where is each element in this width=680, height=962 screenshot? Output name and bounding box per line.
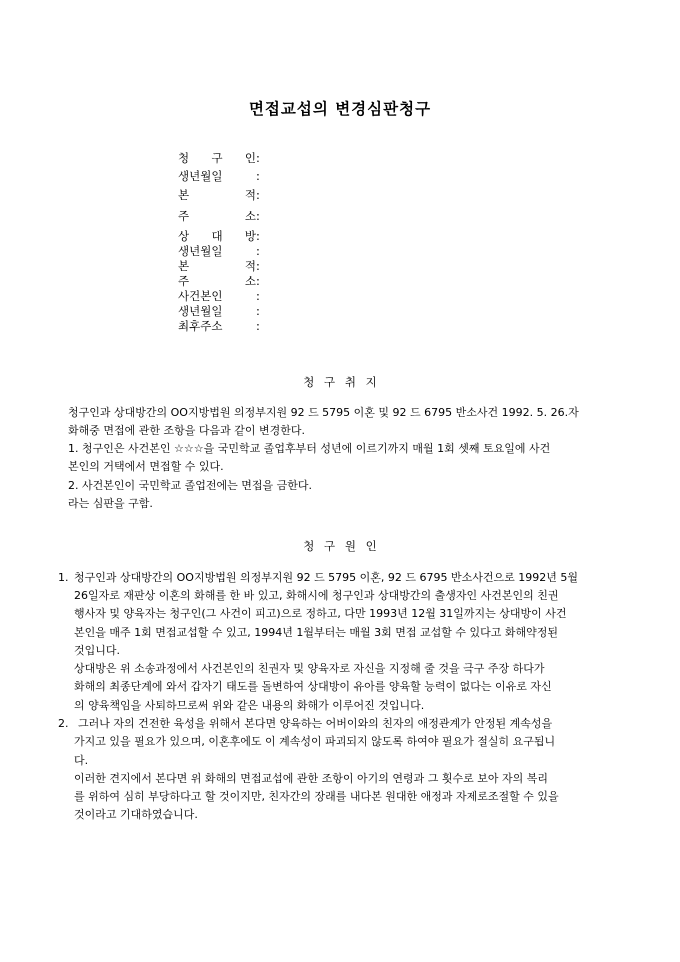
field-label: 본 적 — [178, 259, 256, 273]
field-claimant-address — [178, 208, 264, 223]
purpose-line: 본인의 거택에서 면접할 수 있다. — [68, 460, 224, 473]
field-respondent-domicile — [178, 258, 264, 273]
field-label: 생년월일 — [178, 169, 223, 183]
field-subject-birthdate — [178, 303, 264, 318]
field-label: 상 대 방 — [178, 229, 256, 243]
field-label: 주 소 — [178, 274, 256, 288]
field-label: 생년월일 — [178, 244, 223, 258]
field-label: 생년월일 — [178, 304, 223, 318]
cause-line: 것입니다. — [74, 644, 121, 657]
cause-line: 화해의 최종단계에 와서 갑자기 태도를 돌변하여 상대방이 유아를 양육할 능력이 없다는 이유로 자신 — [74, 680, 552, 693]
field-label: 본 적 — [178, 188, 256, 202]
cause-item-number: 1. — [58, 571, 69, 584]
cause-line: 이러한 견지에서 본다면 위 화해의 면접교섭에 관한 조항이 아기의 연령과 그 횟수로 보아 자의 복리 — [74, 772, 548, 785]
cause-line: 를 위하여 심히 부당하다고 할 것이지만, 친자간의 장래를 내다본 원대한 애정과 자제로조절할 수 있을 — [74, 790, 559, 803]
field-colon: : — [256, 289, 260, 303]
purpose-line: 화해중 면접에 관한 조항을 다음과 같이 변경한다. — [68, 424, 305, 437]
field-claimant — [178, 150, 264, 165]
cause-line: 상대방은 위 소송과정에서 사건본인의 친권자 및 양육자로 자신을 지정해 줄 것을 극구 주장 하다가 — [74, 662, 545, 675]
purpose-line: 청구인과 상대방간의 OO지방법원 의정부지원 92 드 5795 이혼 및 92 드 6795 반소사건 1992. 5. 26.자 — [68, 406, 579, 419]
cause-line: 본인을 매주 1회 면접교섭할 수 있고, 1994년 1월부터는 매월 3회 면접 교섭할 수 있다고 화해약정된 — [74, 626, 558, 639]
cause-line: 그러나 자의 건전한 육성을 위해서 본다면 양육하는 어버이와의 친자의 애정관계가 안정된 계속성을 — [78, 717, 553, 730]
field-colon: : — [256, 151, 260, 165]
field-colon: : — [256, 229, 260, 243]
field-colon: : — [256, 169, 260, 183]
field-respondent-address — [178, 273, 264, 288]
field-colon: : — [256, 188, 260, 202]
field-colon: : — [256, 259, 260, 273]
cause-line: 청구인과 상대방간의 OO지방법원 의정부지원 92 드 5795 이혼, 92 드 6795 반소사건으로 1992년 5월 — [74, 571, 579, 584]
cause-line: 다. — [74, 754, 89, 767]
purpose-heading: 청 구 취 지 — [303, 375, 377, 389]
cause-line: 것이라고 기대하였습니다. — [74, 808, 198, 821]
field-label: 주 소 — [178, 209, 256, 223]
cause-line: 26일자로 재판상 이혼의 화해를 한 바 있고, 화해시에 청구인과 상대방간의 출생자인 사건본인의 친권 — [74, 589, 559, 602]
cause-heading: 청 구 원 인 — [303, 539, 377, 553]
field-colon: : — [256, 274, 260, 288]
purpose-line: 2. 사건본인이 국민학교 졸업전에는 면접을 금한다. — [68, 479, 312, 492]
field-respondent — [178, 228, 264, 243]
field-colon: : — [256, 304, 260, 318]
cause-line: 의 양육책임을 사퇴하므로써 위와 같은 내용의 화해가 이루어진 것입니다. — [74, 699, 425, 712]
field-colon: : — [256, 209, 260, 223]
field-subject-person — [178, 288, 264, 303]
field-label: 청 구 인 — [178, 151, 256, 165]
purpose-line: 라는 심판을 구함. — [68, 497, 153, 510]
document-title: 면접교섭의 변경심판청구 — [248, 99, 432, 118]
field-colon: : — [256, 244, 260, 258]
field-subject-last-address — [178, 318, 264, 333]
field-claimant-domicile — [178, 187, 264, 202]
field-claimant-birthdate — [178, 168, 264, 183]
field-label: 최후주소 — [178, 319, 223, 333]
cause-item-number: 2. — [58, 717, 69, 730]
cause-line: 행사자 및 양육자는 청구인(그 사건이 피고)으로 정하고, 다만 1993년 12월 31일까지는 상대방이 사건 — [74, 607, 567, 620]
field-label: 사건본인 — [178, 289, 223, 303]
purpose-line: 1. 청구인은 사건본인 ☆☆☆을 국민학교 졸업후부터 성년에 이르기까지 매월 1회 셋째 토요일에 사건 — [68, 442, 551, 455]
field-colon: : — [256, 319, 260, 333]
field-respondent-birthdate — [178, 243, 264, 258]
cause-line: 가지고 있을 필요가 있으며, 이혼후에도 이 계속성이 파괴되지 않도록 하여야 필요가 절실히 요구됩니 — [74, 735, 556, 748]
